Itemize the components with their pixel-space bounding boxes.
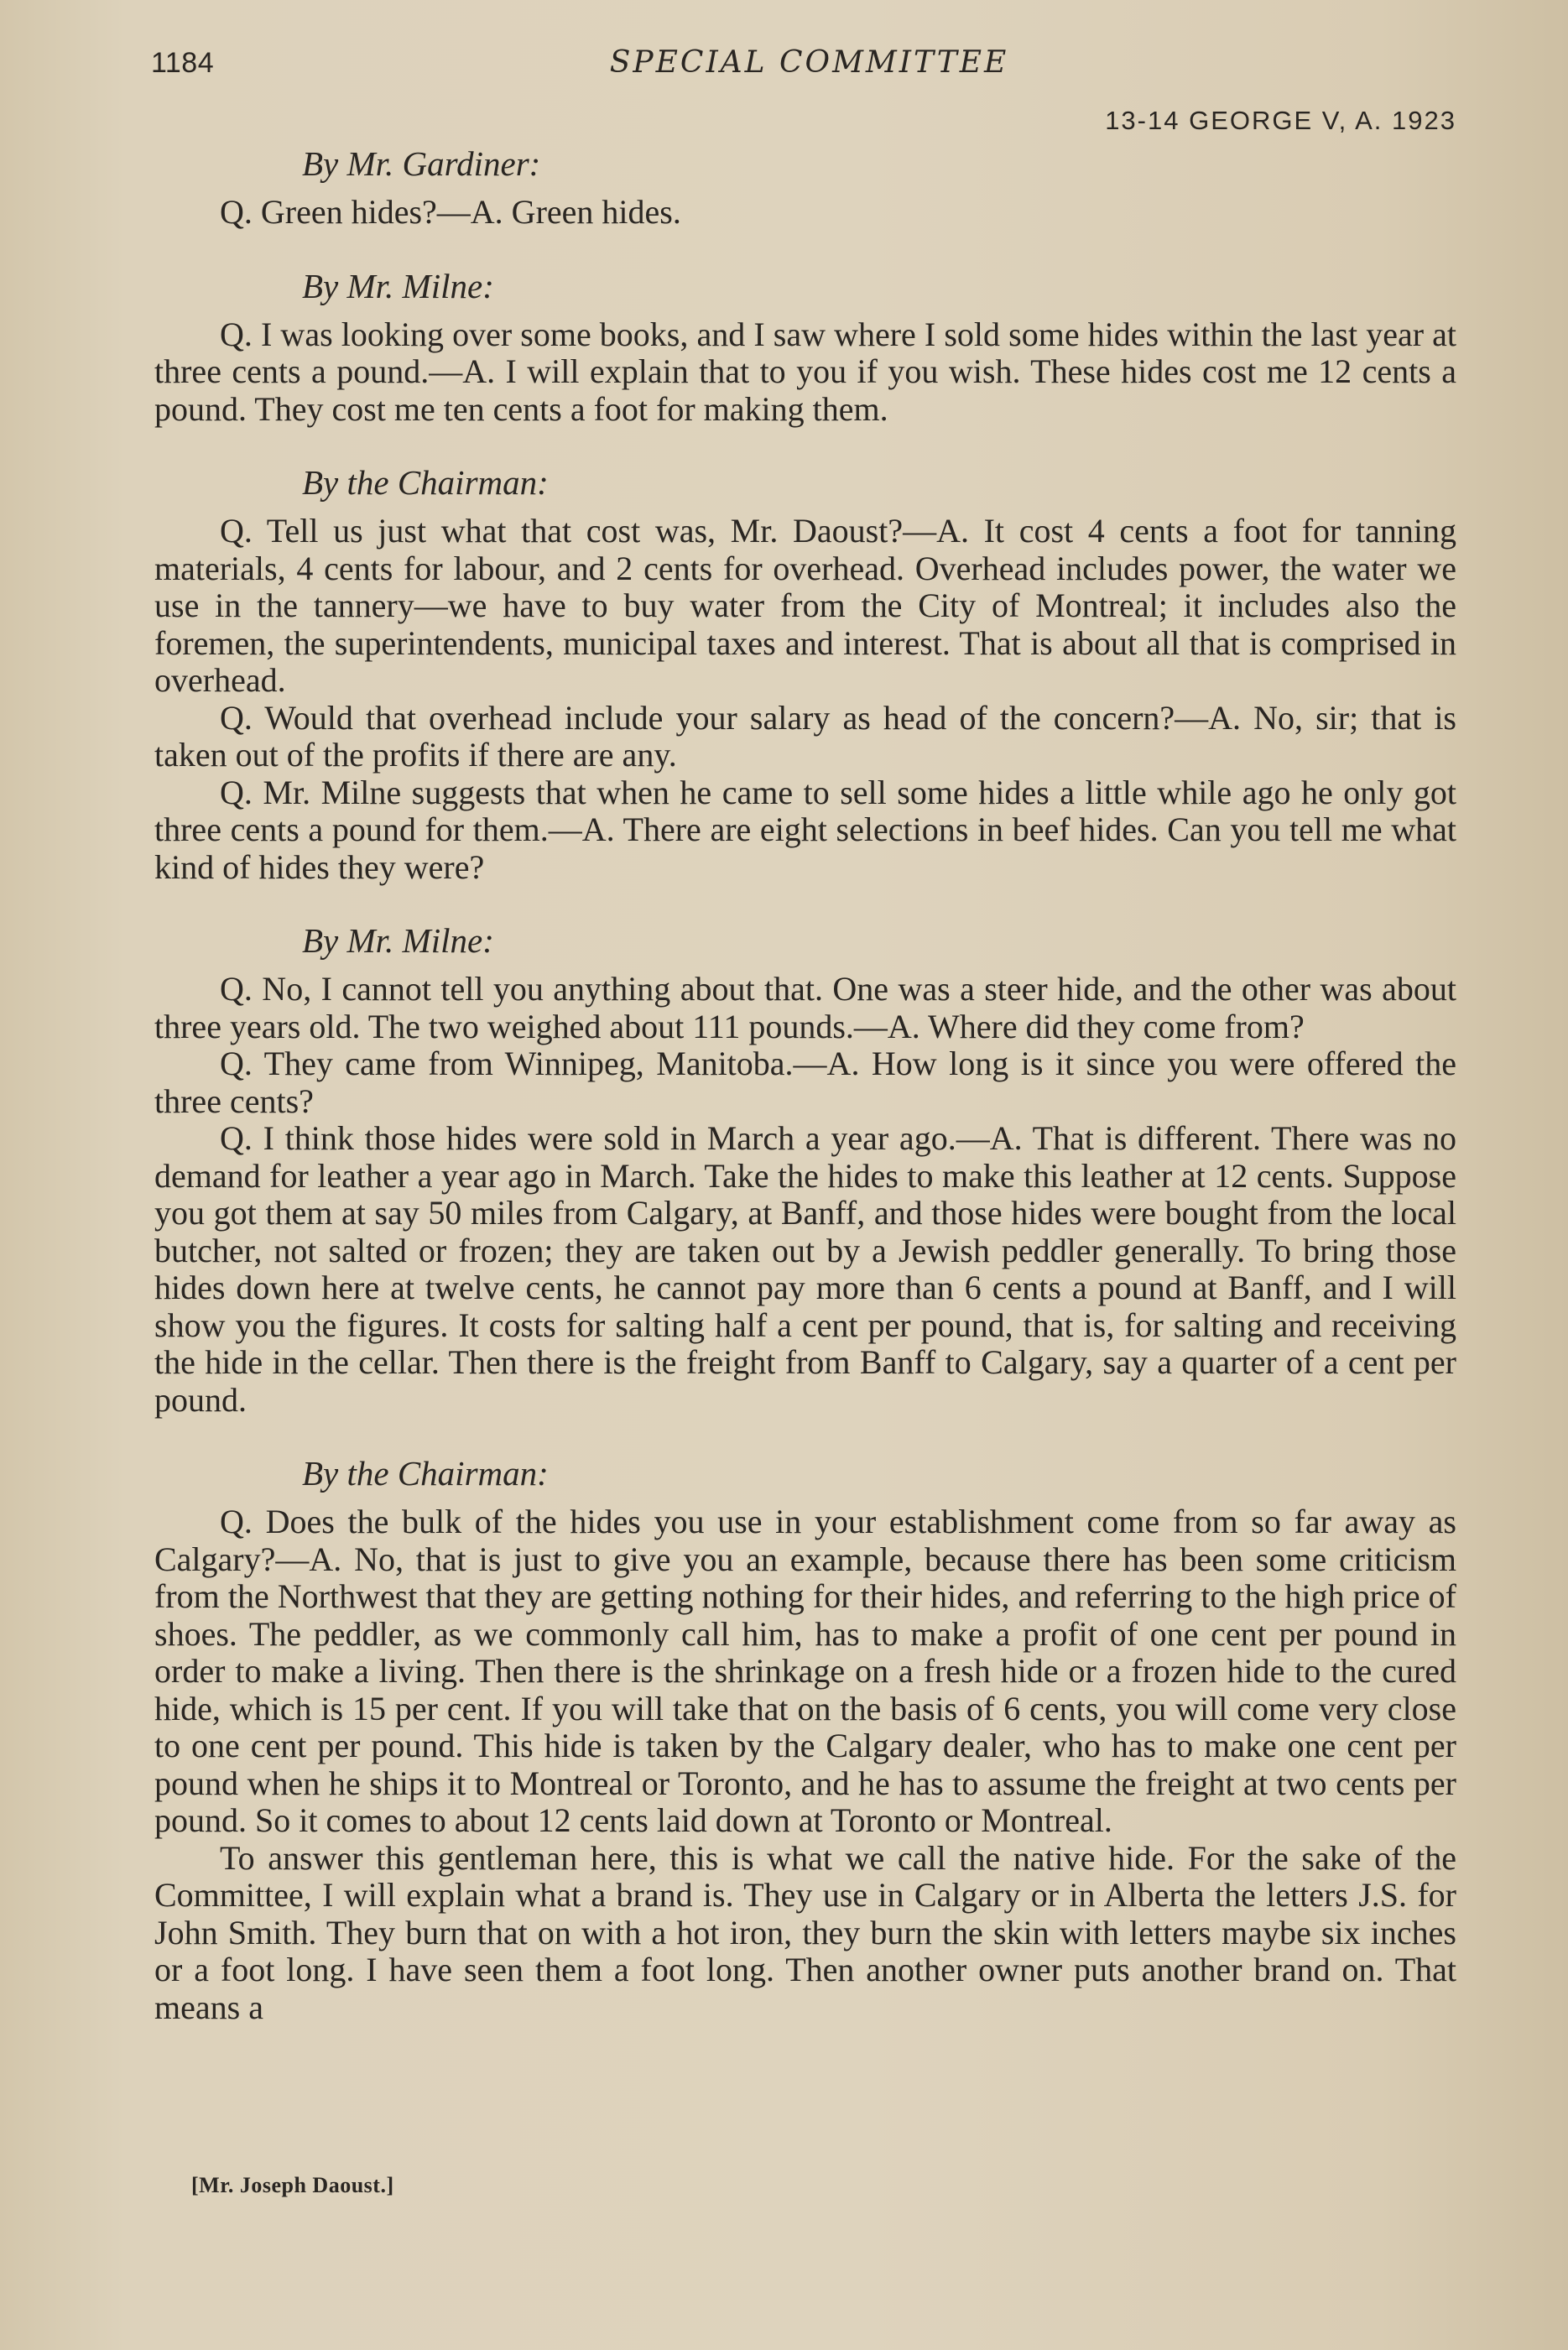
paragraph: Q. I was looking over some books, and I saw where I sold some hides within the last year at three cents a pound.—A. I will explain that to you if you wish. These hides cost me 12 cents a pound. They cost me ten cents a foot for making them. [154,315,1456,428]
paragraph: Q. Tell us just what that cost was, Mr. Daoust?—A. It cost 4 cents a foot for tanning materials, 4 cents for labour, and 2 cents for overhead. Overhead includes power, the water we use in the tannery—we have to buy water from the City of Montreal; it includes also the foremen, the superintendents, municipal taxes and interest. That is about all that is comprised in overhead. [154,512,1456,699]
speaker-heading: By the Chairman: [302,1454,549,1493]
paragraph: To answer this gentleman here, this is what we call the native hide. For the sake of the Committee, I will explain what a brand is. They use in Calgary or in Alberta the letters J.S. for John Smith. They burn that on with a hot iron, they burn the skin with letters maybe six inches or a foot long. I have seen them a foot long. Then another owner puts another brand on. That means a [154,1838,1456,2026]
paragraph: Q. Green hides?—A. Green hides. [220,193,681,231]
page-header [0,44,1568,135]
paragraph: Q. They came from Winnipeg, Manitoba.—A. How long is it since you were offered the three cents? [154,1045,1456,1120]
paragraph: Q. Would that overhead include your salary as head of the concern?—A. No, sir; that is taken out of the profits if there are any. [154,698,1456,774]
document-body [154,144,1456,2026]
speaker-heading: By the Chairman: [302,463,549,502]
session-label: 13-14 GEORGE V, A. 1923 [1105,106,1456,135]
page-number: 1184 [151,47,215,79]
paragraph: Q. I think those hides were sold in March a year ago.—A. That is different. There was no demand for leather a year ago in March. Take the hides to make this leather at 12 cents. Suppose you got them at say 50 miles from Calgary, at Banff, and those hides were bought from the local butcher, not salted or frozen; they are taken out by a Jewish peddler generally. To bring those hides down here at twelve cents, he cannot pay more than 6 cents a pound at Banff, and I will show you the figures. It costs for salting half a cent per pound, that is, for salting and receiving the hide in the cellar. Then there is the freight from Banff to Calgary, say a quarter of a cent per pound. [154,1119,1456,1419]
running-title: SPECIAL COMMITTEE [609,45,1009,80]
speaker-heading: By Mr. Gardiner: [302,144,541,183]
speaker-heading: By Mr. Milne: [302,266,494,305]
paragraph: Q. Does the bulk of the hides you use in your establishment come from so far away as Calgary?—A. No, that is just to give you an example, because there has been some criticism from the Northwest that they are getting nothing for their hides, and referring to the high price of shoes. The peddler, as we commonly call him, has to make a profit of one cent per pound in order to make a living. Then there is the shrinkage on a fresh hide or a frozen hide to the cured hide, which is 15 per cent. If you will take that on the basis of 6 cents, you will come very close to one cent per pound. This hide is taken by the Calgary dealer, who has to make one cent per pound when he ships it to Montreal or Toronto, and he has to assume the freight at two cents per pound. So it comes to about 12 cents laid down at Toronto or Montreal. [154,1503,1456,1839]
paragraph: Q. No, I cannot tell you anything about that. One was a steer hide, and the other was about three years old. The two weighed about 111 pounds.—A. Where did they come from? [154,970,1456,1045]
footer-speaker-note: [Mr. Joseph Daoust.] [191,2173,394,2197]
paragraph: Q. Mr. Milne suggests that when he came to sell some hides a little while ago he only got three cents a pound for them.—A. There are eight selections in beef hides. Can you tell me what kind of hides they were? [154,773,1456,886]
speaker-heading: By Mr. Milne: [302,921,494,960]
